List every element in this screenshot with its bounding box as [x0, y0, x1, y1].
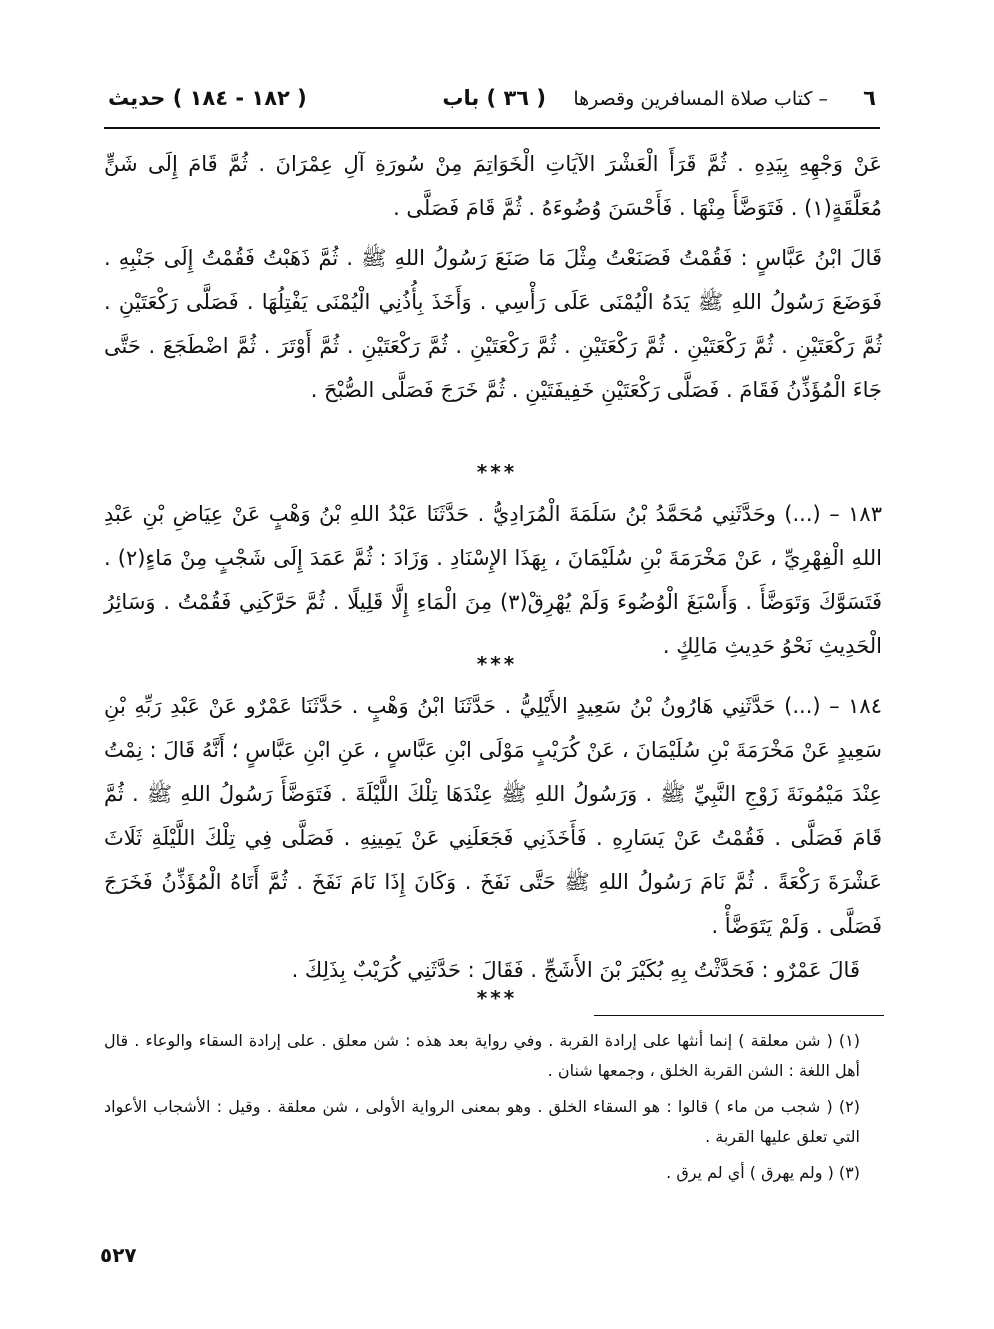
header-rule [104, 127, 880, 129]
paragraph-3: ١٨٣ – (...) وحَدَّثَنِي مُحَمَّدُ بْنُ سَلَمَةَ الْمُرَادِيُّ . حَدَّثَنَا عَبْدُ اللهِ بْنُ وَهْبٍ عَنْ عِيَاضِ بْنِ عَبْدِ اللهِ الْفِهْرِيِّ ، عَنْ مَخْرَمَةَ بْنِ سُلَيْمَانَ ، بِهَذَا الإِسْنَادِ . وَزَادَ : ثُمَّ عَمَدَ إِلَى شَجْبٍ مِنْ مَاءٍ(٢) . فَتَسَوَّكَ وَتَوَضَّأَ . وَأَسْبَغَ الْوُضُوءَ وَلَمْ يُهْرِقْ(٣) مِنَ الْمَاءِ إِلَّا قَلِيلًا . ثُمَّ حَرَّكَنِي فَقُمْتُ . وَسَائِرُ الْحَدِيثِ نَحْوُ حَدِيثِ مَالِكٍ . [104, 502, 883, 658]
footnote-2: (٢) ( شجب من ماء ) قالوا : هو السقاء الخلق . وهو بمعنى الرواية الأولى ، شن معلقة . وقيل : الأشجاب الأعواد التي تعلق عليها القربة . [104, 1097, 860, 1146]
paragraph-1: عَنْ وَجْهِهِ بِيَدِهِ . ثُمَّ قَرَأَ الْعَشْرَ الآيَاتِ الْخَوَاتِمَ مِنْ سُورَةِ آلِ عِمْرَانَ . ثُمَّ قَامَ إِلَى شَنٍّ مُعَلَّقَةٍ(١) . فَتَوَضَّأَ مِنْهَا . فَأَحْسَنَ وُضُوءَهُ . ثُمَّ قَامَ فَصَلَّى . [104, 152, 882, 220]
hadith-block-184 [104, 684, 882, 992]
section-separator: *** [476, 652, 518, 676]
page-number: ٥٢٧ [100, 1243, 137, 1267]
footnote-rule [594, 1015, 884, 1016]
footnote-3: (٣) ( ولم يهرق ) أي لم يرق . [666, 1163, 860, 1182]
bab-number: ( ٣٦ ) باب [442, 86, 546, 110]
paragraph-2: قَالَ ابْنُ عَبَّاسٍ : فَقُمْتُ فَصَنَعْتُ مِثْلَ مَا صَنَعَ رَسُولُ اللهِ ﷺ . ثُمَّ ذَهَبْتُ فَقُمْتُ إِلَى جَنْبِهِ . فَوَضَعَ رَسُولُ اللهِ ﷺ يَدَهُ الْيُمْنَى عَلَى رَأْسِي . وَأَخَذَ بِأُذُنِي الْيُمْنَى يَفْتِلُهَا . فَصَلَّى رَكْعَتَيْنِ . ثُمَّ رَكْعَتَيْنِ . ثُمَّ رَكْعَتَيْنِ . ثُمَّ رَكْعَتَيْنِ . ثُمَّ رَكْعَتَيْنِ . ثُمَّ رَكْعَتَيْنِ . ثُمَّ أَوْتَرَ . ثُمَّ اضْطَجَعَ . حَتَّى جَاءَ الْمُؤَذِّنُ فَقَامَ . فَصَلَّى رَكْعَتَيْنِ خَفِيفَتَيْنِ . ثُمَّ خَرَجَ فَصَلَّى الصُّبْحَ . [104, 246, 882, 402]
chapter-number: ٦ [863, 86, 876, 110]
footnotes [104, 1026, 882, 1188]
section-separator: *** [476, 986, 518, 1010]
hadith-block-183 [104, 492, 882, 668]
running-header [108, 86, 876, 122]
section-separator: *** [476, 460, 518, 484]
footnote-1: (١) ( شن معلقة ) إنما أنثها على إرادة القربة . وفي رواية بعد هذه : شن معلق . على إرادة السقاء والوعاء . قال أهل اللغة : الشن القربة الخلق ، وجمعها شنان . [104, 1031, 860, 1080]
hadith-range: ( ١٨٢ - ١٨٤ ) حديث [108, 86, 307, 110]
paragraph-5: قَالَ عَمْرٌو : فَحَدَّثْتُ بِهِ بُكَيْرَ بْنَ الأَشَجِّ . فَقَالَ : حَدَّثَنِي كُرَيْبٌ بِذَلِكَ . [291, 958, 860, 982]
paragraph-4: ١٨٤ – (...) حَدَّثَنِي هَارُونُ بْنُ سَعِيدٍ الأَيْلِيُّ . حَدَّثَنَا ابْنُ وَهْبٍ . حَدَّثَنَا عَمْرٌو عَنْ عَبْدِ رَبِّهِ بْنِ سَعِيدٍ عَنْ مَخْرَمَةَ بْنِ سُلَيْمَانَ ، عَنْ كُرَيْبٍ مَوْلَى ابْنِ عَبَّاسٍ ، عَنِ ابْنِ عَبَّاسٍ ؛ أَنَّهُ قَالَ : نِمْتُ عِنْدَ مَيْمُونَةَ زَوْجِ النَّبِيِّ ﷺ . وَرَسُولُ اللهِ ﷺ عِنْدَهَا تِلْكَ اللَّيْلَةَ . فَتَوَضَّأَ رَسُولُ اللهِ ﷺ . ثُمَّ قَامَ فَصَلَّى . فَقُمْتُ عَنْ يَسَارِهِ . فَأَخَذَنِي فَجَعَلَنِي عَنْ يَمِينِهِ . فَصَلَّى فِي تِلْكَ اللَّيْلَةِ ثَلَاثَ عَشْرَةَ رَكْعَةً . ثُمَّ نَامَ رَسُولُ اللهِ ﷺ حَتَّى نَفَخَ . وَكَانَ إِذَا نَامَ نَفَخَ . ثُمَّ أَتَاهُ الْمُؤَذِّنُ فَخَرَجَ فَصَلَّى . وَلَمْ يَتَوَضَّأْ . [104, 694, 882, 938]
hadith-block-182 [104, 142, 882, 412]
chapter-title: – كتاب صلاة المسافرين وقصرها [573, 88, 828, 110]
